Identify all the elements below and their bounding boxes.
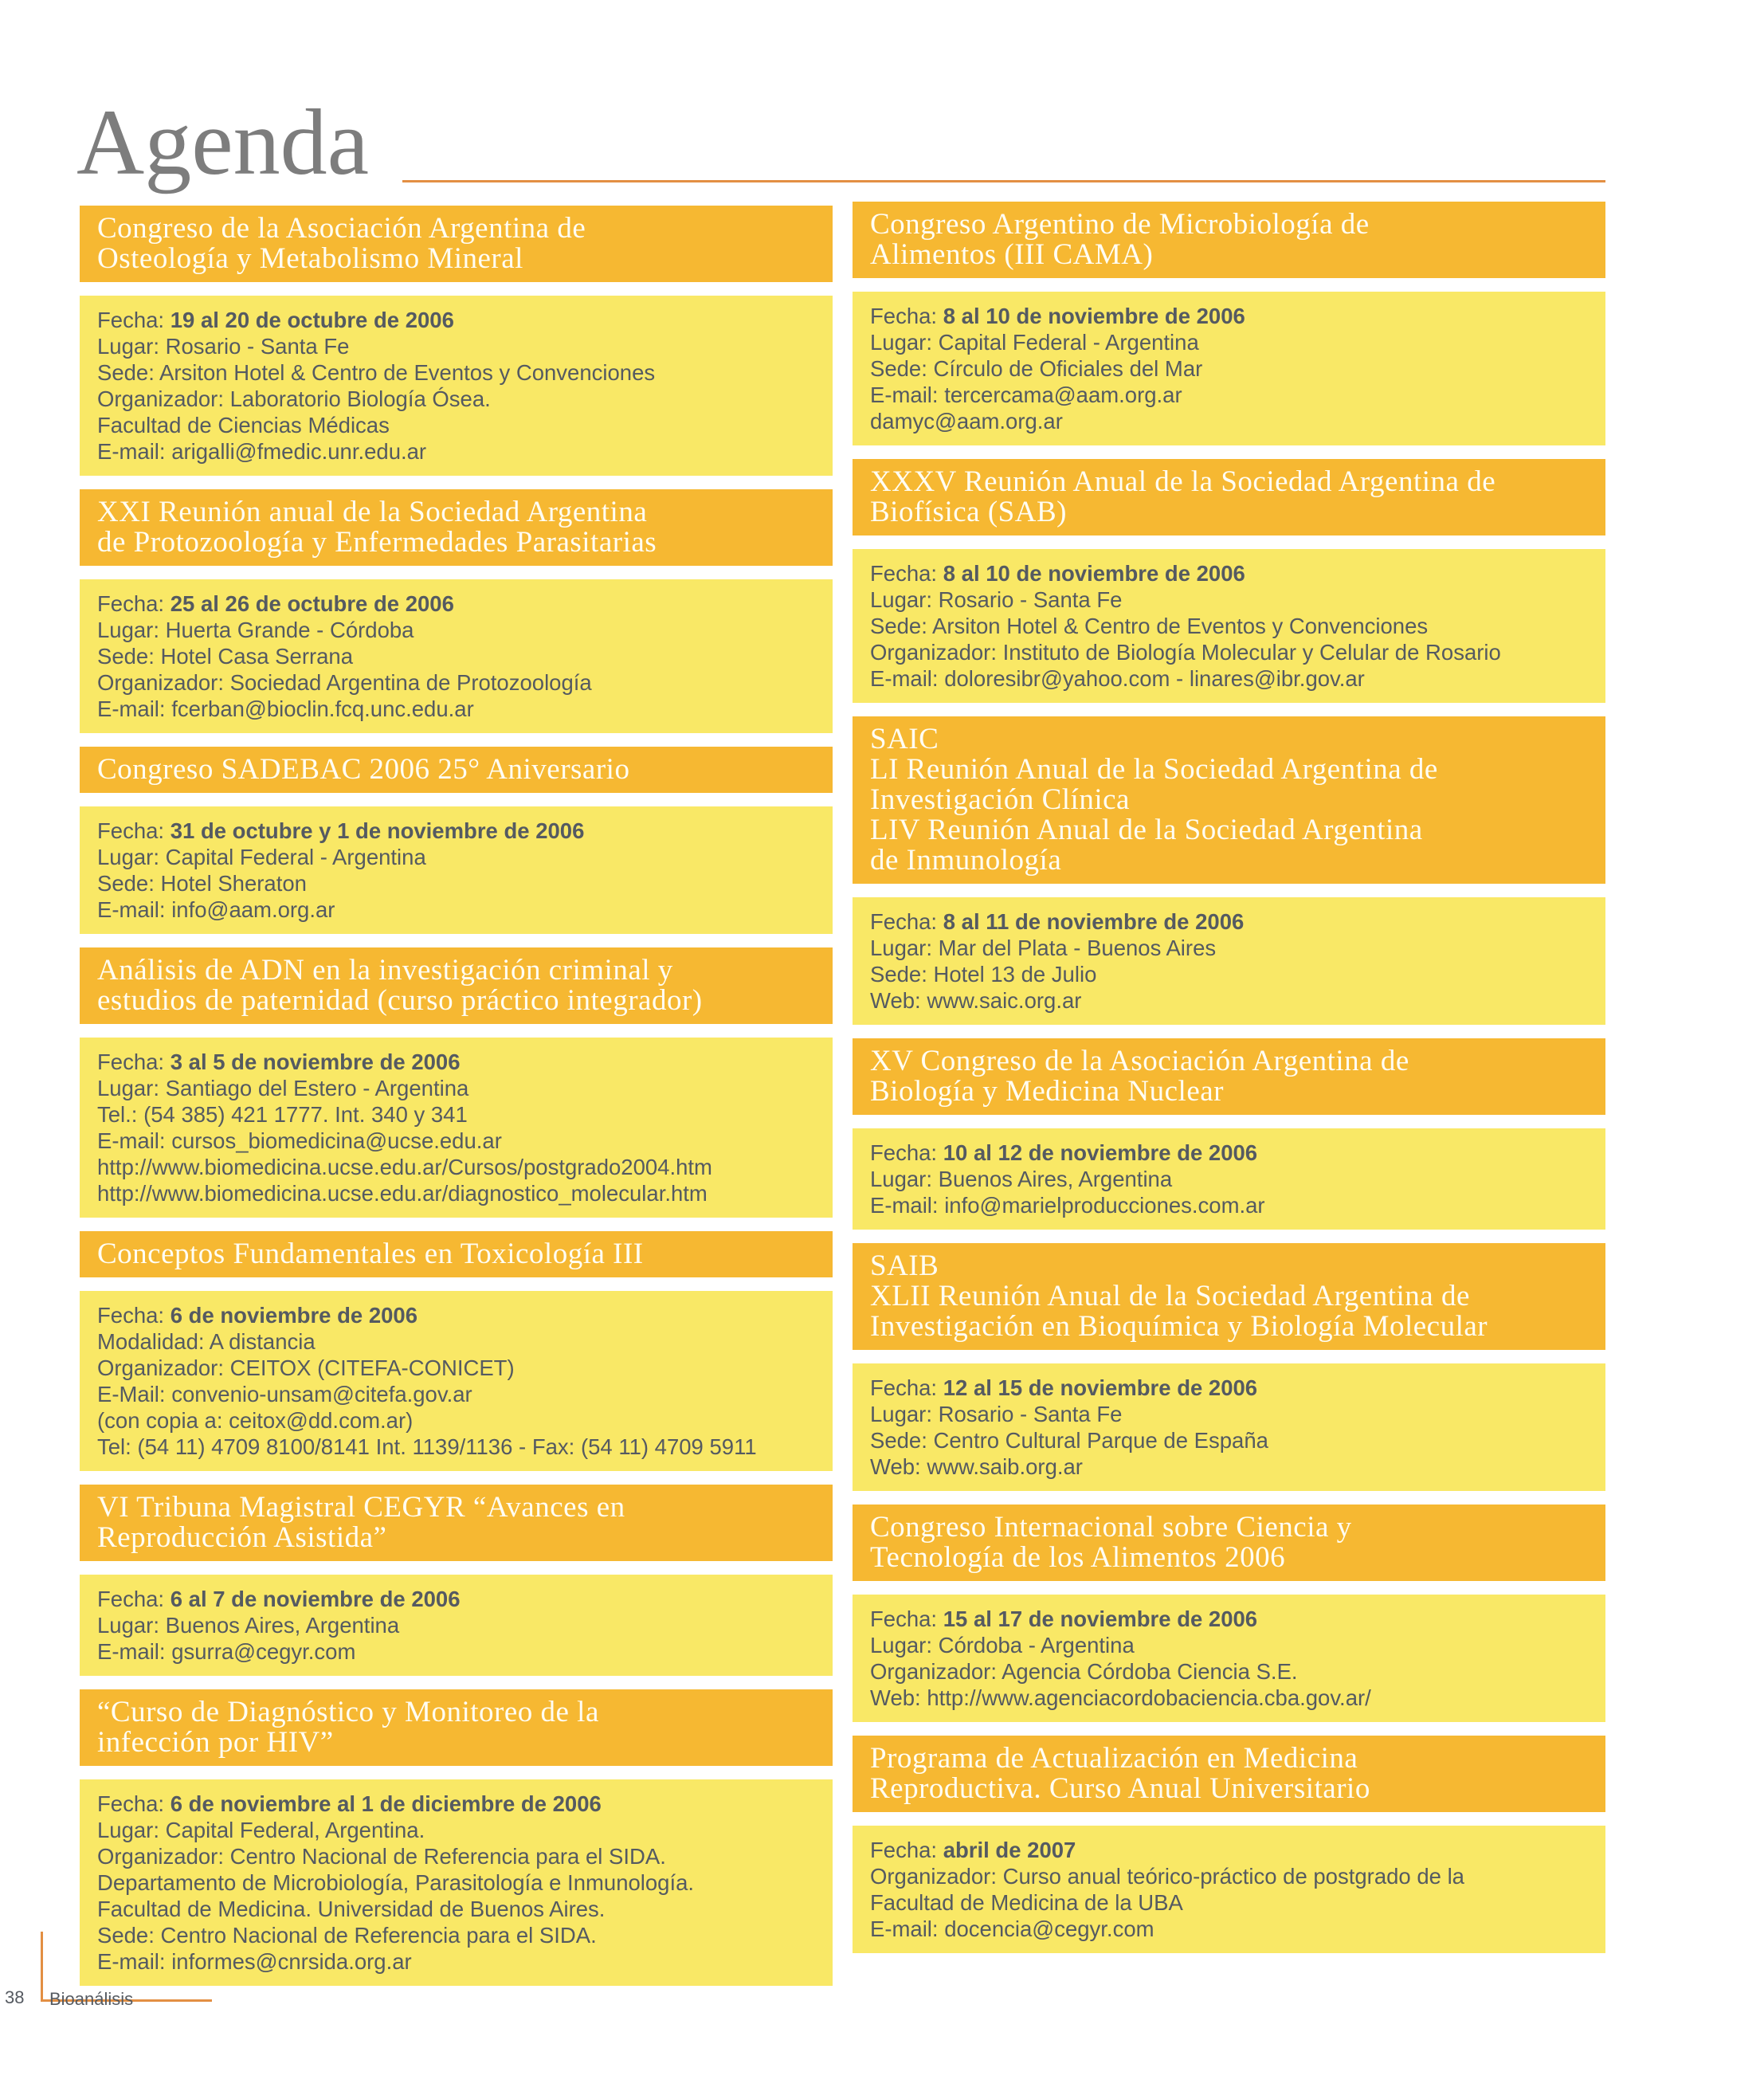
event-title: VI Tribuna Magistral CEGYR “Avances en Reproducción Asistida” <box>80 1485 833 1561</box>
detail-label: Facultad de Medicina de la UBA <box>870 1890 1183 1915</box>
detail-label: Organizador: Laboratorio Biología Ósea. <box>97 386 491 411</box>
detail-label: Web: http://www.agenciacordobaciencia.cba.gov.ar/ <box>870 1685 1371 1710</box>
event-title: Congreso de la Asociación Argentina de Osteología y Metabolismo Mineral <box>80 206 833 282</box>
event-detail-line <box>870 1401 1590 1427</box>
agenda-event <box>80 206 833 476</box>
detail-label: E-mail: gsurra@cegyr.com <box>97 1639 356 1664</box>
event-details <box>80 1779 833 1986</box>
detail-label: Fecha: <box>870 1375 943 1400</box>
event-date-line <box>870 1837 1590 1863</box>
event-detail-line <box>97 1407 817 1434</box>
event-detail-line <box>97 1128 817 1154</box>
event-detail-line <box>97 1434 817 1460</box>
event-gap <box>80 476 833 489</box>
detail-label: E-mail: info@marielproducciones.com.ar <box>870 1193 1265 1218</box>
event-date-line <box>870 1606 1590 1632</box>
event-date-line <box>97 1049 817 1075</box>
detail-label: Sede: Círculo de Oficiales del Mar <box>870 356 1203 381</box>
event-gap <box>80 1676 833 1689</box>
event-detail-line <box>97 1154 817 1180</box>
event-date: 3 al 5 de noviembre de 2006 <box>170 1049 461 1074</box>
event-title: Análisis de ADN en la investigación criminal y estudios de paternidad (curso práctico integrador) <box>80 947 833 1024</box>
event-detail-line <box>97 333 817 359</box>
event-title: SAIC LI Reunión Anual de la Sociedad Argentina de Investigación Clínica LIV Reunión Anual de la Sociedad Argentina de Inmunología <box>853 716 1605 884</box>
event-gap <box>853 445 1605 459</box>
detail-label: Lugar: Capital Federal - Argentina <box>97 845 426 869</box>
event-title: Conceptos Fundamentales en Toxicología III <box>80 1231 833 1277</box>
detail-label: Tel: (54 11) 4709 8100/8141 Int. 1139/1136 - Fax: (54 11) 4709 5911 <box>97 1434 757 1459</box>
agenda-event <box>853 1243 1605 1491</box>
detail-label: Organizador: Sociedad Argentina de Protozoología <box>97 670 592 695</box>
event-details <box>80 806 833 934</box>
event-detail-line <box>870 1166 1590 1192</box>
detail-label: Web: www.saib.org.ar <box>870 1454 1083 1479</box>
event-detail-line <box>97 438 817 465</box>
event-gap <box>853 1491 1605 1504</box>
detail-label: E-mail: tercercama@aam.org.ar <box>870 382 1182 407</box>
event-date: 8 al 10 de noviembre de 2006 <box>943 561 1245 586</box>
event-gap <box>80 733 833 747</box>
left-column <box>80 206 833 1999</box>
event-detail-line <box>97 1843 817 1869</box>
event-gap <box>80 1986 833 1999</box>
event-date-line <box>97 307 817 333</box>
detail-label: http://www.biomedicina.ucse.edu.ar/diagnostico_molecular.htm <box>97 1181 708 1206</box>
detail-label: Organizador: Agencia Córdoba Ciencia S.E. <box>870 1659 1298 1684</box>
event-gap <box>853 703 1605 716</box>
agenda-event <box>853 1736 1605 1953</box>
detail-label: Fecha: <box>870 304 943 328</box>
event-date: 19 al 20 de octubre de 2006 <box>170 308 454 332</box>
event-detail-line <box>97 1638 817 1665</box>
event-date-line <box>870 908 1590 935</box>
event-date: 15 al 17 de noviembre de 2006 <box>943 1606 1258 1631</box>
detail-label: Modalidad: A distancia <box>97 1329 316 1354</box>
event-detail-line <box>870 382 1590 408</box>
event-detail-line <box>870 1658 1590 1685</box>
footer-vertical-rule <box>41 1932 43 2002</box>
detail-label: Organizador: CEITOX (CITEFA-CONICET) <box>97 1355 515 1380</box>
event-date-line <box>870 303 1590 329</box>
event-detail-line <box>97 1101 817 1128</box>
event-date: 6 de noviembre de 2006 <box>170 1303 418 1328</box>
event-detail-line <box>97 1869 817 1896</box>
detail-label: E-mail: fcerban@bioclin.fcq.unc.edu.ar <box>97 696 474 721</box>
detail-label: Fecha: <box>870 1838 943 1862</box>
detail-label: Sede: Arsiton Hotel & Centro de Eventos y Convenciones <box>97 360 656 385</box>
detail-label: (con copia a: ceitox@dd.com.ar) <box>97 1408 414 1433</box>
detail-label: Lugar: Capital Federal - Argentina <box>870 330 1199 355</box>
event-detail-line <box>97 1075 817 1101</box>
agenda-event <box>80 1689 833 1986</box>
event-details <box>853 292 1605 445</box>
detail-label: Sede: Centro Cultural Parque de España <box>870 1428 1268 1453</box>
event-date-line <box>870 1375 1590 1401</box>
agenda-event <box>80 1485 833 1676</box>
event-detail-line <box>870 329 1590 355</box>
detail-label: Sede: Hotel Casa Serrana <box>97 644 354 669</box>
detail-label: Organizador: Centro Nacional de Referencia para el SIDA. <box>97 1844 666 1869</box>
page-title: Agenda <box>76 90 369 194</box>
detail-label: Facultad de Medicina. Universidad de Buenos Aires. <box>97 1897 606 1921</box>
event-details <box>80 1291 833 1471</box>
event-detail-line <box>97 386 817 412</box>
footer-label: Bioanálisis <box>49 1989 134 2009</box>
event-title: Congreso Internacional sobre Ciencia y Tecnología de los Alimentos 2006 <box>853 1504 1605 1581</box>
event-details <box>853 1826 1605 1953</box>
event-detail-line <box>870 1632 1590 1658</box>
detail-label: Sede: Arsiton Hotel & Centro de Eventos y Convenciones <box>870 614 1429 638</box>
detail-label: Organizador: Curso anual teórico-práctico de postgrado de la <box>870 1864 1464 1889</box>
event-detail-line <box>870 987 1590 1014</box>
detail-label: Lugar: Mar del Plata - Buenos Aires <box>870 936 1217 960</box>
agenda-event <box>80 747 833 934</box>
page-number: 38 <box>5 1987 25 2007</box>
event-title: Congreso SADEBAC 2006 25° Aniversario <box>80 747 833 793</box>
event-title: XV Congreso de la Asociación Argentina de Biología y Medicina Nuclear <box>853 1038 1605 1115</box>
detail-label: Fecha: <box>97 1049 171 1074</box>
event-detail-line <box>97 669 817 696</box>
event-details <box>853 1363 1605 1491</box>
detail-label: Organizador: Instituto de Biología Molecular y Celular de Rosario <box>870 640 1501 665</box>
event-detail-line <box>97 643 817 669</box>
event-date: 10 al 12 de noviembre de 2006 <box>943 1140 1258 1165</box>
detail-label: Fecha: <box>97 308 171 332</box>
event-detail-line <box>97 1328 817 1355</box>
event-detail-line <box>870 665 1590 692</box>
detail-label: Lugar: Rosario - Santa Fe <box>870 1402 1123 1426</box>
event-title: Congreso Argentino de Microbiología de Alimentos (III CAMA) <box>853 202 1605 278</box>
detail-label: Facultad de Ciencias Médicas <box>97 413 390 437</box>
event-date: 6 al 7 de noviembre de 2006 <box>170 1587 461 1611</box>
event-title: XXI Reunión anual de la Sociedad Argentina de Protozoología y Enfermedades Parasitarias <box>80 489 833 566</box>
event-detail-line <box>870 1192 1590 1218</box>
event-detail-line <box>97 696 817 722</box>
detail-label: E-mail: arigalli@fmedic.unr.edu.ar <box>97 439 427 464</box>
title-rule <box>402 180 1605 182</box>
detail-label: Sede: Centro Nacional de Referencia para el SIDA. <box>97 1923 597 1948</box>
event-date: 8 al 10 de noviembre de 2006 <box>943 304 1245 328</box>
detail-label: Sede: Hotel 13 de Julio <box>870 962 1097 987</box>
event-gap <box>853 1025 1605 1038</box>
event-detail-line <box>870 1685 1590 1711</box>
event-detail-line <box>870 935 1590 961</box>
event-detail-line <box>870 961 1590 987</box>
detail-label: Fecha: <box>97 818 171 843</box>
event-gap <box>853 1230 1605 1243</box>
event-detail-line <box>97 1180 817 1206</box>
event-details <box>853 549 1605 703</box>
agenda-event <box>853 459 1605 703</box>
event-detail-line <box>97 412 817 438</box>
detail-label: Sede: Hotel Sheraton <box>97 871 307 896</box>
event-detail-line <box>870 1916 1590 1942</box>
event-detail-line <box>97 617 817 643</box>
event-gap <box>80 1471 833 1485</box>
event-detail-line <box>97 1922 817 1948</box>
event-gap <box>80 934 833 947</box>
event-detail-line <box>870 408 1590 434</box>
right-column <box>853 202 1605 1967</box>
detail-label: Fecha: <box>97 1303 171 1328</box>
event-date-line <box>97 590 817 617</box>
event-date: 6 de noviembre al 1 de diciembre de 2006 <box>170 1791 602 1816</box>
agenda-event <box>853 716 1605 1025</box>
event-detail-line <box>870 1889 1590 1916</box>
detail-label: Fecha: <box>870 909 943 934</box>
detail-label: Lugar: Capital Federal, Argentina. <box>97 1818 425 1842</box>
event-detail-line <box>97 896 817 923</box>
agenda-event <box>853 1038 1605 1230</box>
detail-label: Lugar: Córdoba - Argentina <box>870 1633 1135 1658</box>
event-detail-line <box>97 1817 817 1843</box>
detail-label: Lugar: Santiago del Estero - Argentina <box>97 1076 469 1100</box>
detail-label: Lugar: Rosario - Santa Fe <box>870 587 1123 612</box>
event-date: 25 al 26 de octubre de 2006 <box>170 591 454 616</box>
event-date: 12 al 15 de noviembre de 2006 <box>943 1375 1258 1400</box>
detail-label: Tel.: (54 385) 421 1777. Int. 340 y 341 <box>97 1102 468 1127</box>
detail-label: Lugar: Huerta Grande - Córdoba <box>97 618 414 642</box>
detail-label: Lugar: Buenos Aires, Argentina <box>97 1613 400 1638</box>
event-detail-line <box>870 1454 1590 1480</box>
detail-label: E-mail: cursos_biomedicina@ucse.edu.ar <box>97 1128 502 1153</box>
event-detail-line <box>97 1612 817 1638</box>
agenda-event <box>80 947 833 1218</box>
event-date-line <box>870 1140 1590 1166</box>
event-date: 8 al 11 de noviembre de 2006 <box>943 909 1245 934</box>
event-detail-line <box>97 870 817 896</box>
agenda-event <box>80 489 833 733</box>
agenda-event <box>853 202 1605 445</box>
detail-label: Lugar: Rosario - Santa Fe <box>97 334 350 359</box>
event-details <box>853 1595 1605 1722</box>
detail-label: damyc@aam.org.ar <box>870 409 1063 434</box>
event-details <box>80 1038 833 1218</box>
detail-label: Fecha: <box>97 591 171 616</box>
event-details <box>853 897 1605 1025</box>
event-date-line <box>870 560 1590 586</box>
event-detail-line <box>97 1896 817 1922</box>
event-title: Programa de Actualización en Medicina Reproductiva. Curso Anual Universitario <box>853 1736 1605 1812</box>
detail-label: Fecha: <box>97 1587 171 1611</box>
detail-label: Web: www.saic.org.ar <box>870 988 1082 1013</box>
event-detail-line <box>97 1381 817 1407</box>
detail-label: Lugar: Buenos Aires, Argentina <box>870 1167 1173 1191</box>
detail-label: E-mail: informes@cnrsida.org.ar <box>97 1949 412 1974</box>
detail-label: Departamento de Microbiología, Parasitología e Inmunología. <box>97 1870 695 1895</box>
detail-label: E-mail: doloresibr@yahoo.com - linares@ibr.gov.ar <box>870 666 1365 691</box>
event-gap <box>853 1953 1605 1967</box>
event-details <box>853 1128 1605 1230</box>
agenda-event <box>853 1504 1605 1722</box>
event-detail-line <box>870 1863 1590 1889</box>
event-title: SAIB XLII Reunión Anual de la Sociedad Argentina de Investigación en Bioquímica y Biología Molecular <box>853 1243 1605 1350</box>
event-gap <box>853 1722 1605 1736</box>
event-detail-line <box>870 355 1590 382</box>
detail-label: Fecha: <box>870 561 943 586</box>
event-title: XXXV Reunión Anual de la Sociedad Argentina de Biofísica (SAB) <box>853 459 1605 536</box>
event-gap <box>80 1218 833 1231</box>
event-details <box>80 296 833 476</box>
event-detail-line <box>870 586 1590 613</box>
agenda-event <box>80 1231 833 1471</box>
event-detail-line <box>97 1355 817 1381</box>
detail-label: E-Mail: convenio-unsam@citefa.gov.ar <box>97 1382 472 1406</box>
event-date: abril de 2007 <box>943 1838 1076 1862</box>
event-date-line <box>97 1302 817 1328</box>
detail-label: E-mail: docencia@cegyr.com <box>870 1916 1154 1941</box>
event-detail-line <box>97 1948 817 1975</box>
event-details <box>80 1575 833 1676</box>
event-detail-line <box>97 844 817 870</box>
event-detail-line <box>97 359 817 386</box>
event-date-line <box>97 818 817 844</box>
detail-label: E-mail: info@aam.org.ar <box>97 897 335 922</box>
detail-label: Fecha: <box>870 1606 943 1631</box>
detail-label: Fecha: <box>870 1140 943 1165</box>
event-date-line <box>97 1791 817 1817</box>
detail-label: Fecha: <box>97 1791 171 1816</box>
event-title: “Curso de Diagnóstico y Monitoreo de la infección por HIV” <box>80 1689 833 1766</box>
event-details <box>80 579 833 733</box>
event-detail-line <box>870 639 1590 665</box>
detail-label: http://www.biomedicina.ucse.edu.ar/Cursos/postgrado2004.htm <box>97 1155 712 1179</box>
event-detail-line <box>870 1427 1590 1454</box>
event-date: 31 de octubre y 1 de noviembre de 2006 <box>170 818 585 843</box>
event-detail-line <box>870 613 1590 639</box>
event-date-line <box>97 1586 817 1612</box>
